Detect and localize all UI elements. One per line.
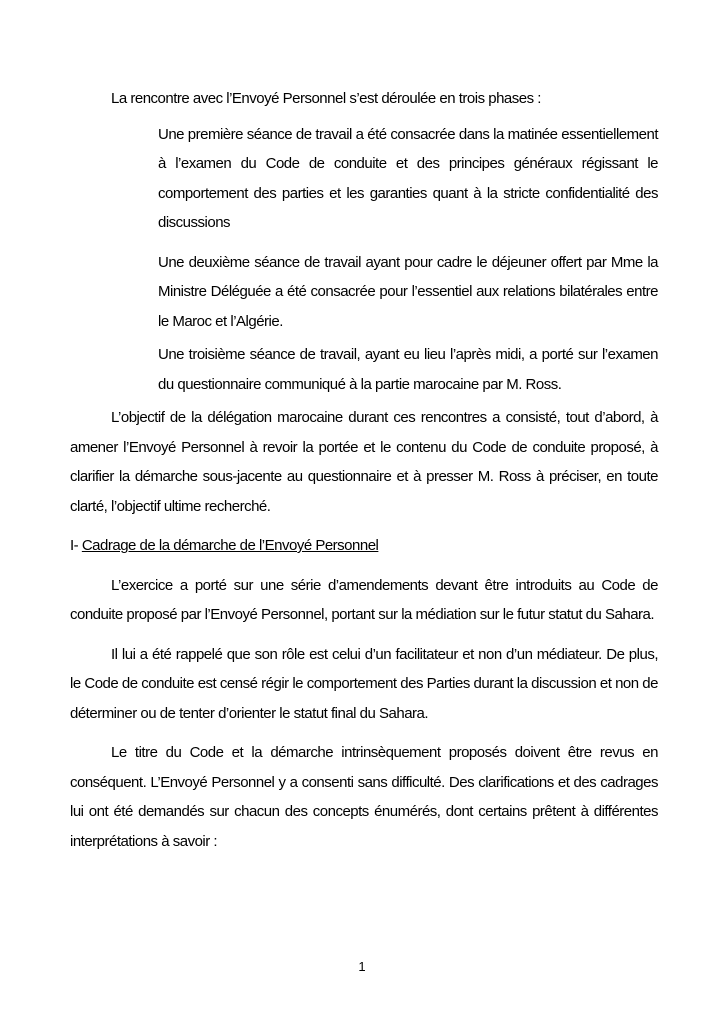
objective-paragraph: L’objectif de la délégation marocaine durant ces rencontres a consisté, tout d’abord, à amener l’Envoyé Personnel à revoir la portée et le contenu du Code de conduite proposé, à clarifier la démarche sous-jacente au questionnaire et à presser M. Ross à préciser, en toute clarté, l’objectif ultime recherché. (70, 409, 658, 515)
phase-item-1: Une première séance de travail a été consacrée dans la matinée essentiellement à l’examen du Code de conduite et des principes généraux régissant le comportement des parties et les garanties quant à la stricte confidentialité des discussions (158, 125, 658, 231)
body-paragraph-1: L’exercice a porté sur une série d’amendements devant être introduits au Code de conduite proposé par l’Envoyé Personnel, portant sur la médiation sur le futur statut du Sahara. (70, 576, 658, 623)
section-number: I- (70, 537, 79, 554)
phase-item-2: Une deuxième séance de travail ayant pour cadre le déjeuner offert par Mme la Ministre Déléguée a été consacrée pour l’essentiel aux relations bilatérales entre le Maroc et l’Algérie. (158, 253, 658, 330)
body-paragraph-2: Il lui a été rappelé que son rôle est celui d’un facilitateur et non d’un médiateur. De plus, le Code de conduite est censé régir le comportement des Parties durant la discussion et non de déterminer ou de tenter d’orienter le statut final du Sahara. (70, 645, 658, 722)
section-title: Cadrage de la démarche de l’Envoyé Personnel (81, 537, 379, 554)
intro-paragraph: La rencontre avec l’Envoyé Personnel s’est déroulée en trois phases : (111, 90, 541, 107)
document-body (70, 84, 658, 866)
page-number: 1 (358, 959, 366, 974)
section-heading (70, 531, 658, 561)
body-paragraph-3: Le titre du Code et la démarche intrinsèquement proposés doivent être revus en conséquent. L’Envoyé Personnel y a consenti sans difficulté. Des clarifications et des cadrages lui ont été demandés sur chacun des concepts énumérés, dont certains prêtent à différentes interprétations à savoir : (70, 744, 658, 850)
phase-item-3: Une troisième séance de travail, ayant eu lieu l’après midi, a porté sur l’examen du questionnaire communiqué à la partie marocaine par M. Ross. (158, 346, 658, 393)
